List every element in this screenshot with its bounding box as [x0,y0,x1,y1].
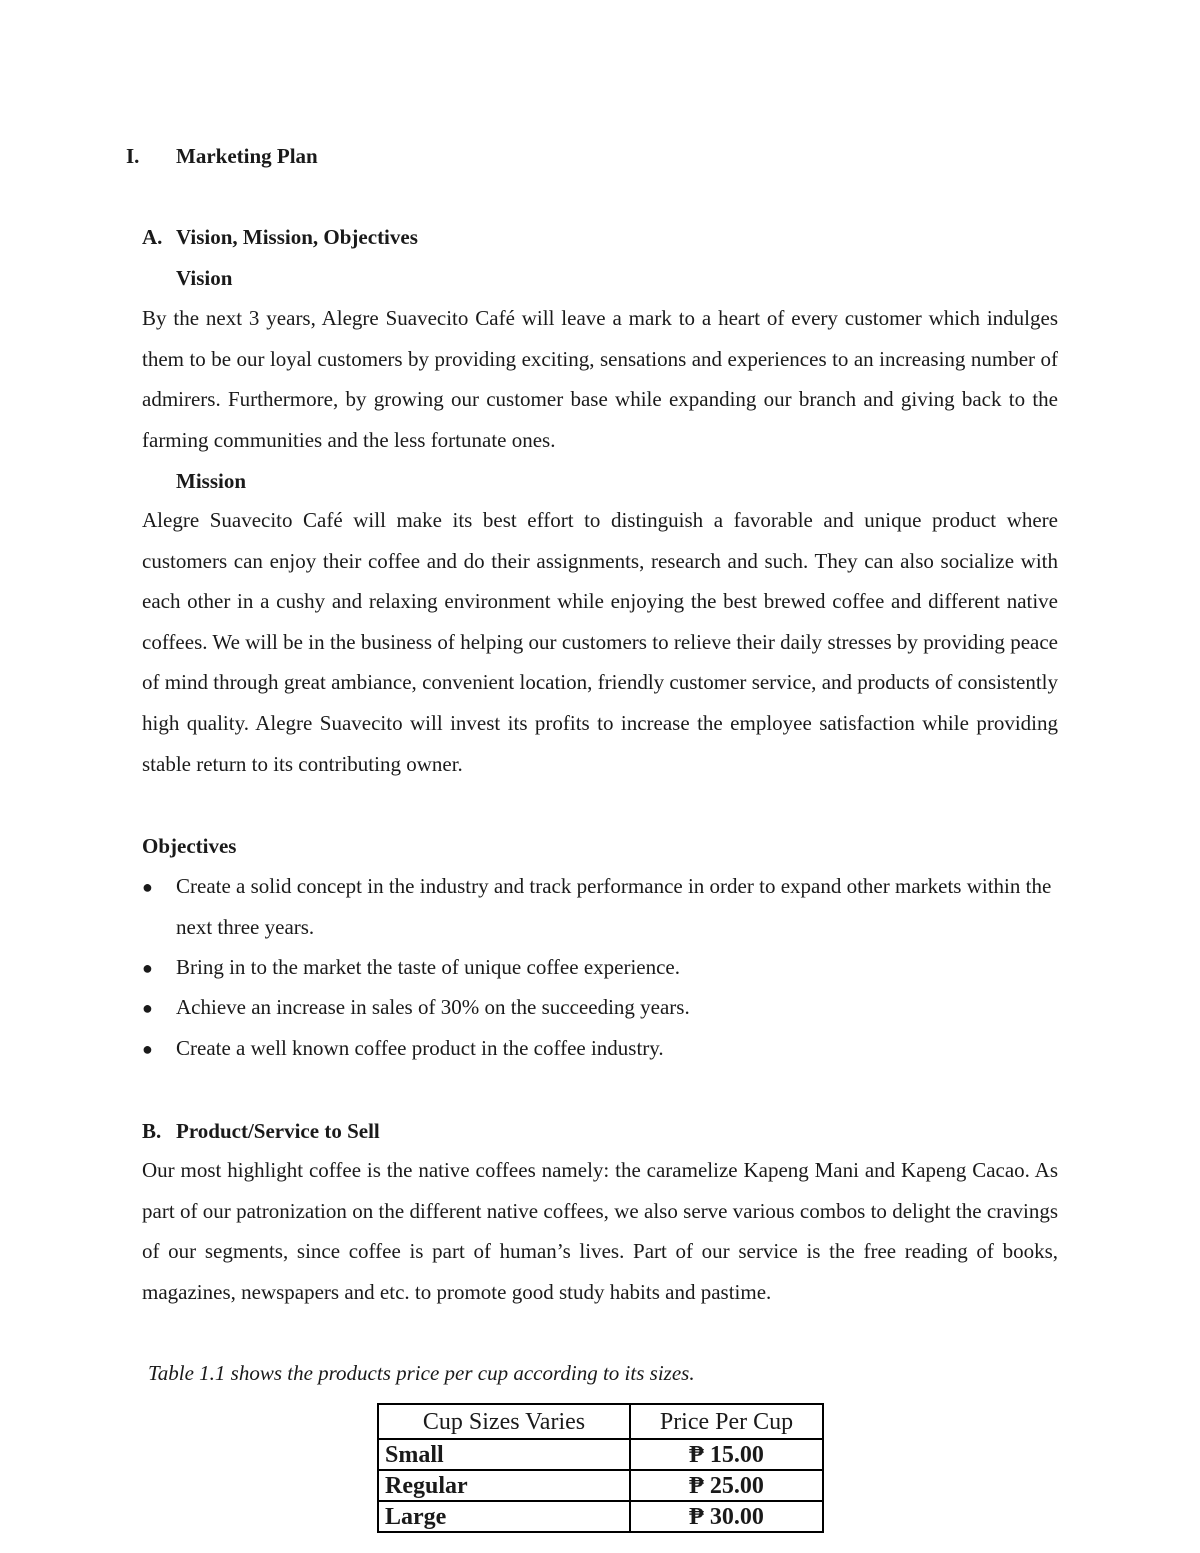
subsection-a-title: Vision, Mission, Objectives [176,225,418,249]
size-cell: Large [378,1501,630,1532]
product-paragraph: Our most highlight coffee is the native coffees namely: the caramelize Kapeng Mani and Kapeng Cacao. As part of our patronization on the different native coffees, we also serve various combos to delight the cravings of our segments, since coffee is part of human’s lives. Part of our service is the free reading of books, magazines, newspapers and etc. to promote good study habits and pastime. [142,1158,1058,1304]
price-cell: ₱ 30.00 [630,1501,823,1532]
list-item: Achieve an increase in sales of 30% on the succeeding years. [176,995,690,1019]
bullet-icon: ● [142,958,153,978]
table-row [378,1501,823,1532]
price-cell: ₱ 25.00 [630,1470,823,1501]
bullet-icon: ● [142,877,153,897]
bullet-icon: ● [142,998,153,1018]
column-header-price: Price Per Cup [630,1404,823,1439]
bullet-icon: ● [142,1039,153,1059]
vision-paragraph: By the next 3 years, Alegre Suavecito Café will leave a mark to a heart of every customer which indulges them to be our loyal customers by providing exciting, sensations and experiences to an increasing number of admirers. Furthermore, by growing our customer base while expanding our branch and giving back to the farming communities and the less fortunate ones. [142,306,1058,452]
section-title: Marketing Plan [176,144,318,168]
table-caption: Table 1.1 shows the products price per cup according to its sizes. [148,1361,695,1385]
table-row [378,1439,823,1470]
size-cell: Small [378,1439,630,1470]
mission-heading: Mission [176,469,247,493]
list-item: Create a solid concept in the industry and track performance in order to expand other markets within the next three years. [176,874,1052,939]
list-item: Bring in to the market the taste of unique coffee experience. [176,955,680,979]
table-header-row [378,1404,823,1439]
column-header-size: Cup Sizes Varies [378,1404,630,1439]
vision-heading: Vision [176,266,233,290]
subsection-b-letter: B. [142,1119,162,1143]
price-table [377,1403,824,1533]
list-item: Create a well known coffee product in the coffee industry. [176,1036,664,1060]
price-cell: ₱ 15.00 [630,1439,823,1470]
subsection-a-letter: A. [142,225,163,249]
size-cell: Regular [378,1470,630,1501]
table-row [378,1470,823,1501]
objectives-heading: Objectives [142,834,237,858]
subsection-b-title: Product/Service to Sell [176,1119,380,1143]
section-numeral: I. [126,144,140,168]
mission-paragraph: Alegre Suavecito Café will make its best effort to distinguish a favorable and unique product where customers can enjoy their coffee and do their assignments, research and such. They can also socialize with each other in a cushy and relaxing environment while enjoying the best brewed coffee and different native coffees. We will be in the business of helping our customers to relieve their daily stresses by providing peace of mind through great ambiance, convenient location, friendly customer service, and products of consistently high quality. Alegre Suavecito will invest its profits to increase the employee satisfaction while providing stable return to its contributing owner. [142,508,1058,776]
